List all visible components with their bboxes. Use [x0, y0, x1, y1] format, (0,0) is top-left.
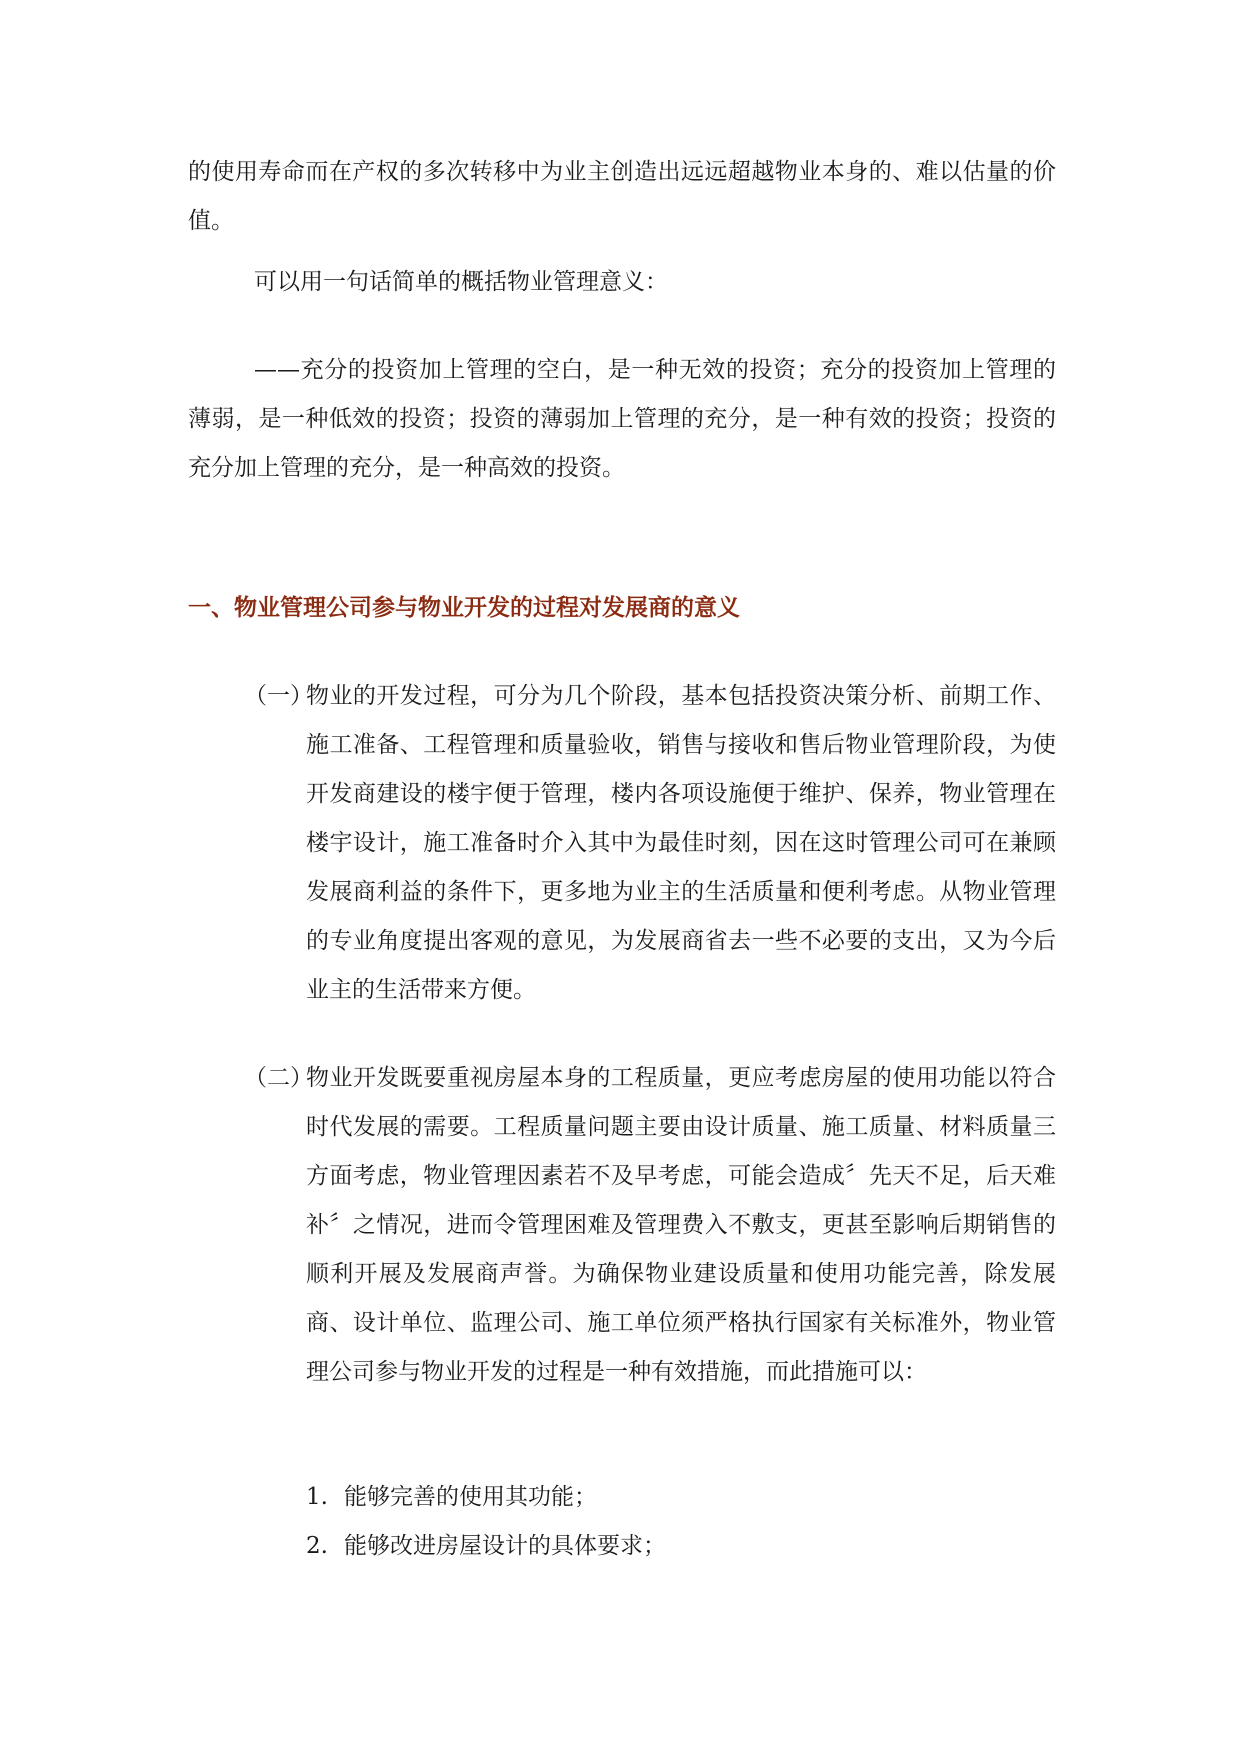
- sub-item-text: 物业开发既要重视房屋本身的工程质量，更应考虑房屋的使用功能以符合时代发展的需要。工程质量问题主要由设计质量、施工质量、材料质量三方面考虑，物业管理因素若不及早考虑，可能会造成〞先天不足，后天难补〞之情况，进而令管理困难及管理费入不敷支，更甚至影响后期销售的顺利开展及发展商声誉。为确保物业建设质量和使用功能完善，除发展商、设计单位、监理公司、施工单位须严格执行国家有关标准外，物业管理公司参与物业开发的过程是一种有效措施，而此措施可以：: [306, 1065, 1056, 1385]
- sub-item-2: [244, 1054, 1056, 1397]
- sub-item-marker: （一）: [244, 683, 313, 709]
- paragraph-investment-summary: ——充分的投资加上管理的空白，是一种无效的投资；充分的投资加上管理的薄弱，是一种低效的投资；投资的薄弱加上管理的充分，是一种有效的投资；投资的充分加上管理的充分，是一种高效的投资。: [188, 357, 1056, 481]
- paragraph-continuation: 的使用寿命而在产权的多次转移中为业主创造出远远超越物业本身的、难以估量的价值。: [188, 159, 1056, 234]
- list-item-1: [306, 1477, 597, 1517]
- list-item-2: [306, 1526, 666, 1566]
- paragraph-summary-intro: 可以用一句话简单的概括物业管理意义：: [254, 269, 668, 295]
- sub-item-marker: （二）: [244, 1065, 313, 1091]
- list-marker: 1.: [306, 1484, 328, 1510]
- list-text: 能够改进房屋设计的具体要求；: [344, 1533, 666, 1559]
- sub-item-1: [244, 672, 1056, 1015]
- section-heading: 一、物业管理公司参与物业开发的过程对发展商的意义: [188, 595, 740, 621]
- list-marker: 2.: [306, 1533, 328, 1559]
- sub-item-text: 物业的开发过程，可分为几个阶段，基本包括投资决策分析、前期工作、施工准备、工程管理和质量验收，销售与接收和售后物业管理阶段，为使开发商建设的楼宇便于管理，楼内各项设施便于维护、保养，物业管理在楼宇设计，施工准备时介入其中为最佳时刻，因在这时管理公司可在兼顾发展商利益的条件下，更多地为业主的生活质量和便利考虑。从物业管理的专业角度提出客观的意见，为发展商省去一些不必要的支出，又为今后业主的生活带来方便。: [306, 683, 1056, 1003]
- list-text: 能够完善的使用其功能；: [344, 1484, 597, 1510]
